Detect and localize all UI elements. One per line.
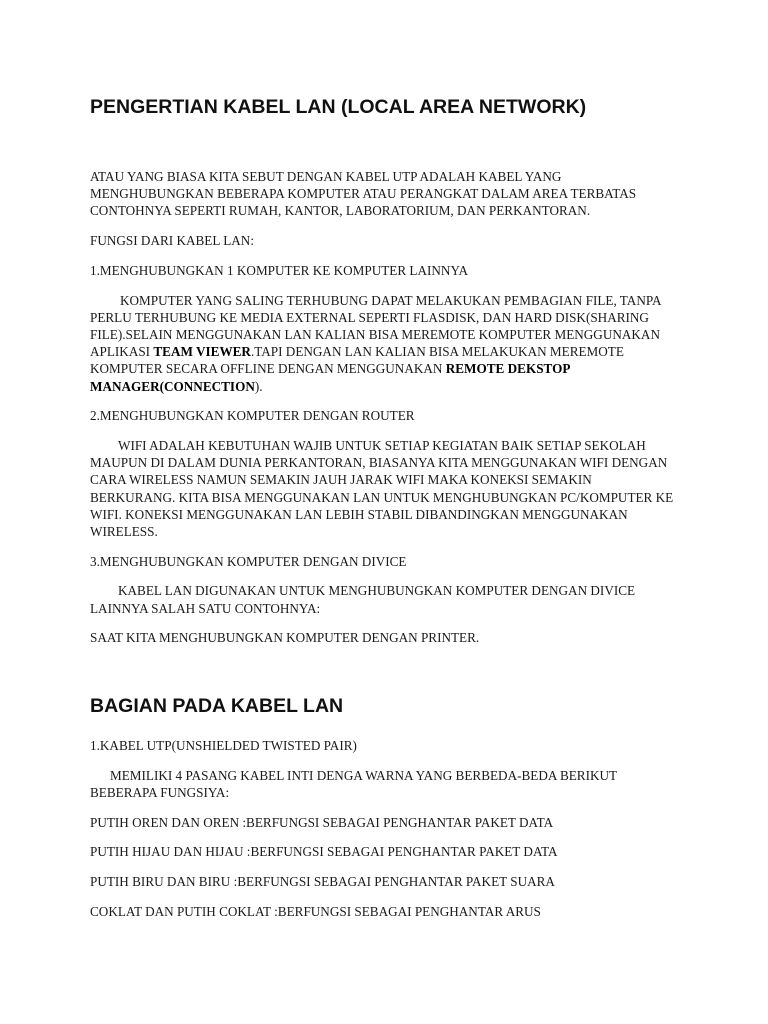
item3-title: 3.MENGHUBUNGKAN KOMPUTER DENGAN DIVICE <box>90 553 407 569</box>
pair-item: PUTIH BIRU DAN BIRU :BERFUNGSI SEBAGAI PENGHANTAR PAKET SUARA <box>90 873 555 889</box>
team-viewer-bold: TEAM VIEWER <box>153 344 251 360</box>
remote-desktop-bold: REMOTE DEKSTOP MANAGER(CONNECTION <box>90 361 570 394</box>
item1-text-part3: ). <box>254 378 263 394</box>
spacer <box>90 719 680 737</box>
spacer <box>90 120 680 168</box>
utp-title: 1.KABEL UTP(UNSHIELDED TWISTED PAIR) <box>90 737 357 753</box>
document-body <box>90 94 680 932</box>
item1-text-part1: KOMPUTER YANG SALING TERHUBUNG DAPAT MELAKUKAN PEMBAGIAN FILE, TANPA PERLU TERHUBUNG KE MEDIA EXTERNAL SEPERTI FLASDISK, DAN HARD DISK(SHARING FILE).SELAIN MENGGUNAKAN LAN KALIAN BISA MEREMOTE KOMPUTER MENGGUNAKAN APLIKASI <box>90 292 661 360</box>
item2-paragraph: WIFI ADALAH KEBUTUHAN WAJIB UNTUK SETIAP KEGIATAN BAIK SETIAP SEKOLAH MAUPUN DI DALAM DUNIA PERKANTORAN, BIASANYA KITA MENGGUNAKAN WIFI DENGAN CARA WIRELESS NAMUN SEMAKIN JAUH JARAK WIFI MAKA KONEKSI SEMAKIN BERKURANG. KITA BISA MENGGUNAKAN LAN UNTUK MENGHUBUNGKAN PC/KOMPUTER KE WIFI. KONEKSI MENGGUNAKAN LAN LEBIH STABIL DIBANDINGKAN MENGGUNAKAN WIRELESS. <box>90 437 674 539</box>
spacer <box>90 659 680 693</box>
pair-item: PUTIH OREN DAN OREN :BERFUNGSI SEBAGAI PENGHANTAR PAKET DATA <box>90 814 554 830</box>
item3-paragraph: KABEL LAN DIGUNAKAN UNTUK MENGHUBUNGKAN KOMPUTER DENGAN DIVICE LAINNYA SALAH SATU CONTOHNYA: <box>90 583 636 616</box>
heading-bagian: BAGIAN PADA KABEL LAN <box>90 694 344 717</box>
utp-paragraph: MEMILIKI 4 PASANG KABEL INTI DENGA WARNA YANG BERBEDA-BEDA BERIKUT BEBERAPA FUNGSIYA: <box>90 767 617 800</box>
heading-pengertian: PENGERTIAN KABEL LAN (LOCAL AREA NETWORK) <box>90 96 587 118</box>
item3-example: SAAT KITA MENGHUBUNGKAN KOMPUTER DENGAN PRINTER. <box>90 630 480 646</box>
item1-title: 1.MENGHUBUNGKAN 1 KOMPUTER KE KOMPUTER LAINNYA <box>90 262 469 278</box>
intro-paragraph: ATAU YANG BIASA KITA SEBUT DENGAN KABEL UTP ADALAH KABEL YANG MENGHUBUNGKAN BEBERAPA KOMPUTER ATAU PERANGKAT DALAM AREA TERBATAS CONTOHNYA SEPERTI RUMAH, KANTOR, LABORATORIUM, DAN PERKANTORAN. <box>90 169 637 219</box>
item1-paragraph <box>90 292 680 395</box>
item2-title: 2.MENGHUBUNGKAN KOMPUTER DENGAN ROUTER <box>90 408 415 424</box>
fungsi-title: FUNGSI DARI KABEL LAN: <box>90 233 254 249</box>
pair-item: COKLAT DAN PUTIH COKLAT :BERFUNGSI SEBAGAI PENGHANTAR ARUS <box>90 903 541 919</box>
pair-item: PUTIH HIJAU DAN HIJAU :BERFUNGSI SEBAGAI PENGHANTAR PAKET DATA <box>90 844 558 860</box>
item1-text-part2: .TAPI DENGAN LAN KALIAN BISA MELAKUKAN MEREMOTE KOMPUTER SECARA OFFLINE DENGAN MENGGUNAKAN <box>90 344 624 377</box>
